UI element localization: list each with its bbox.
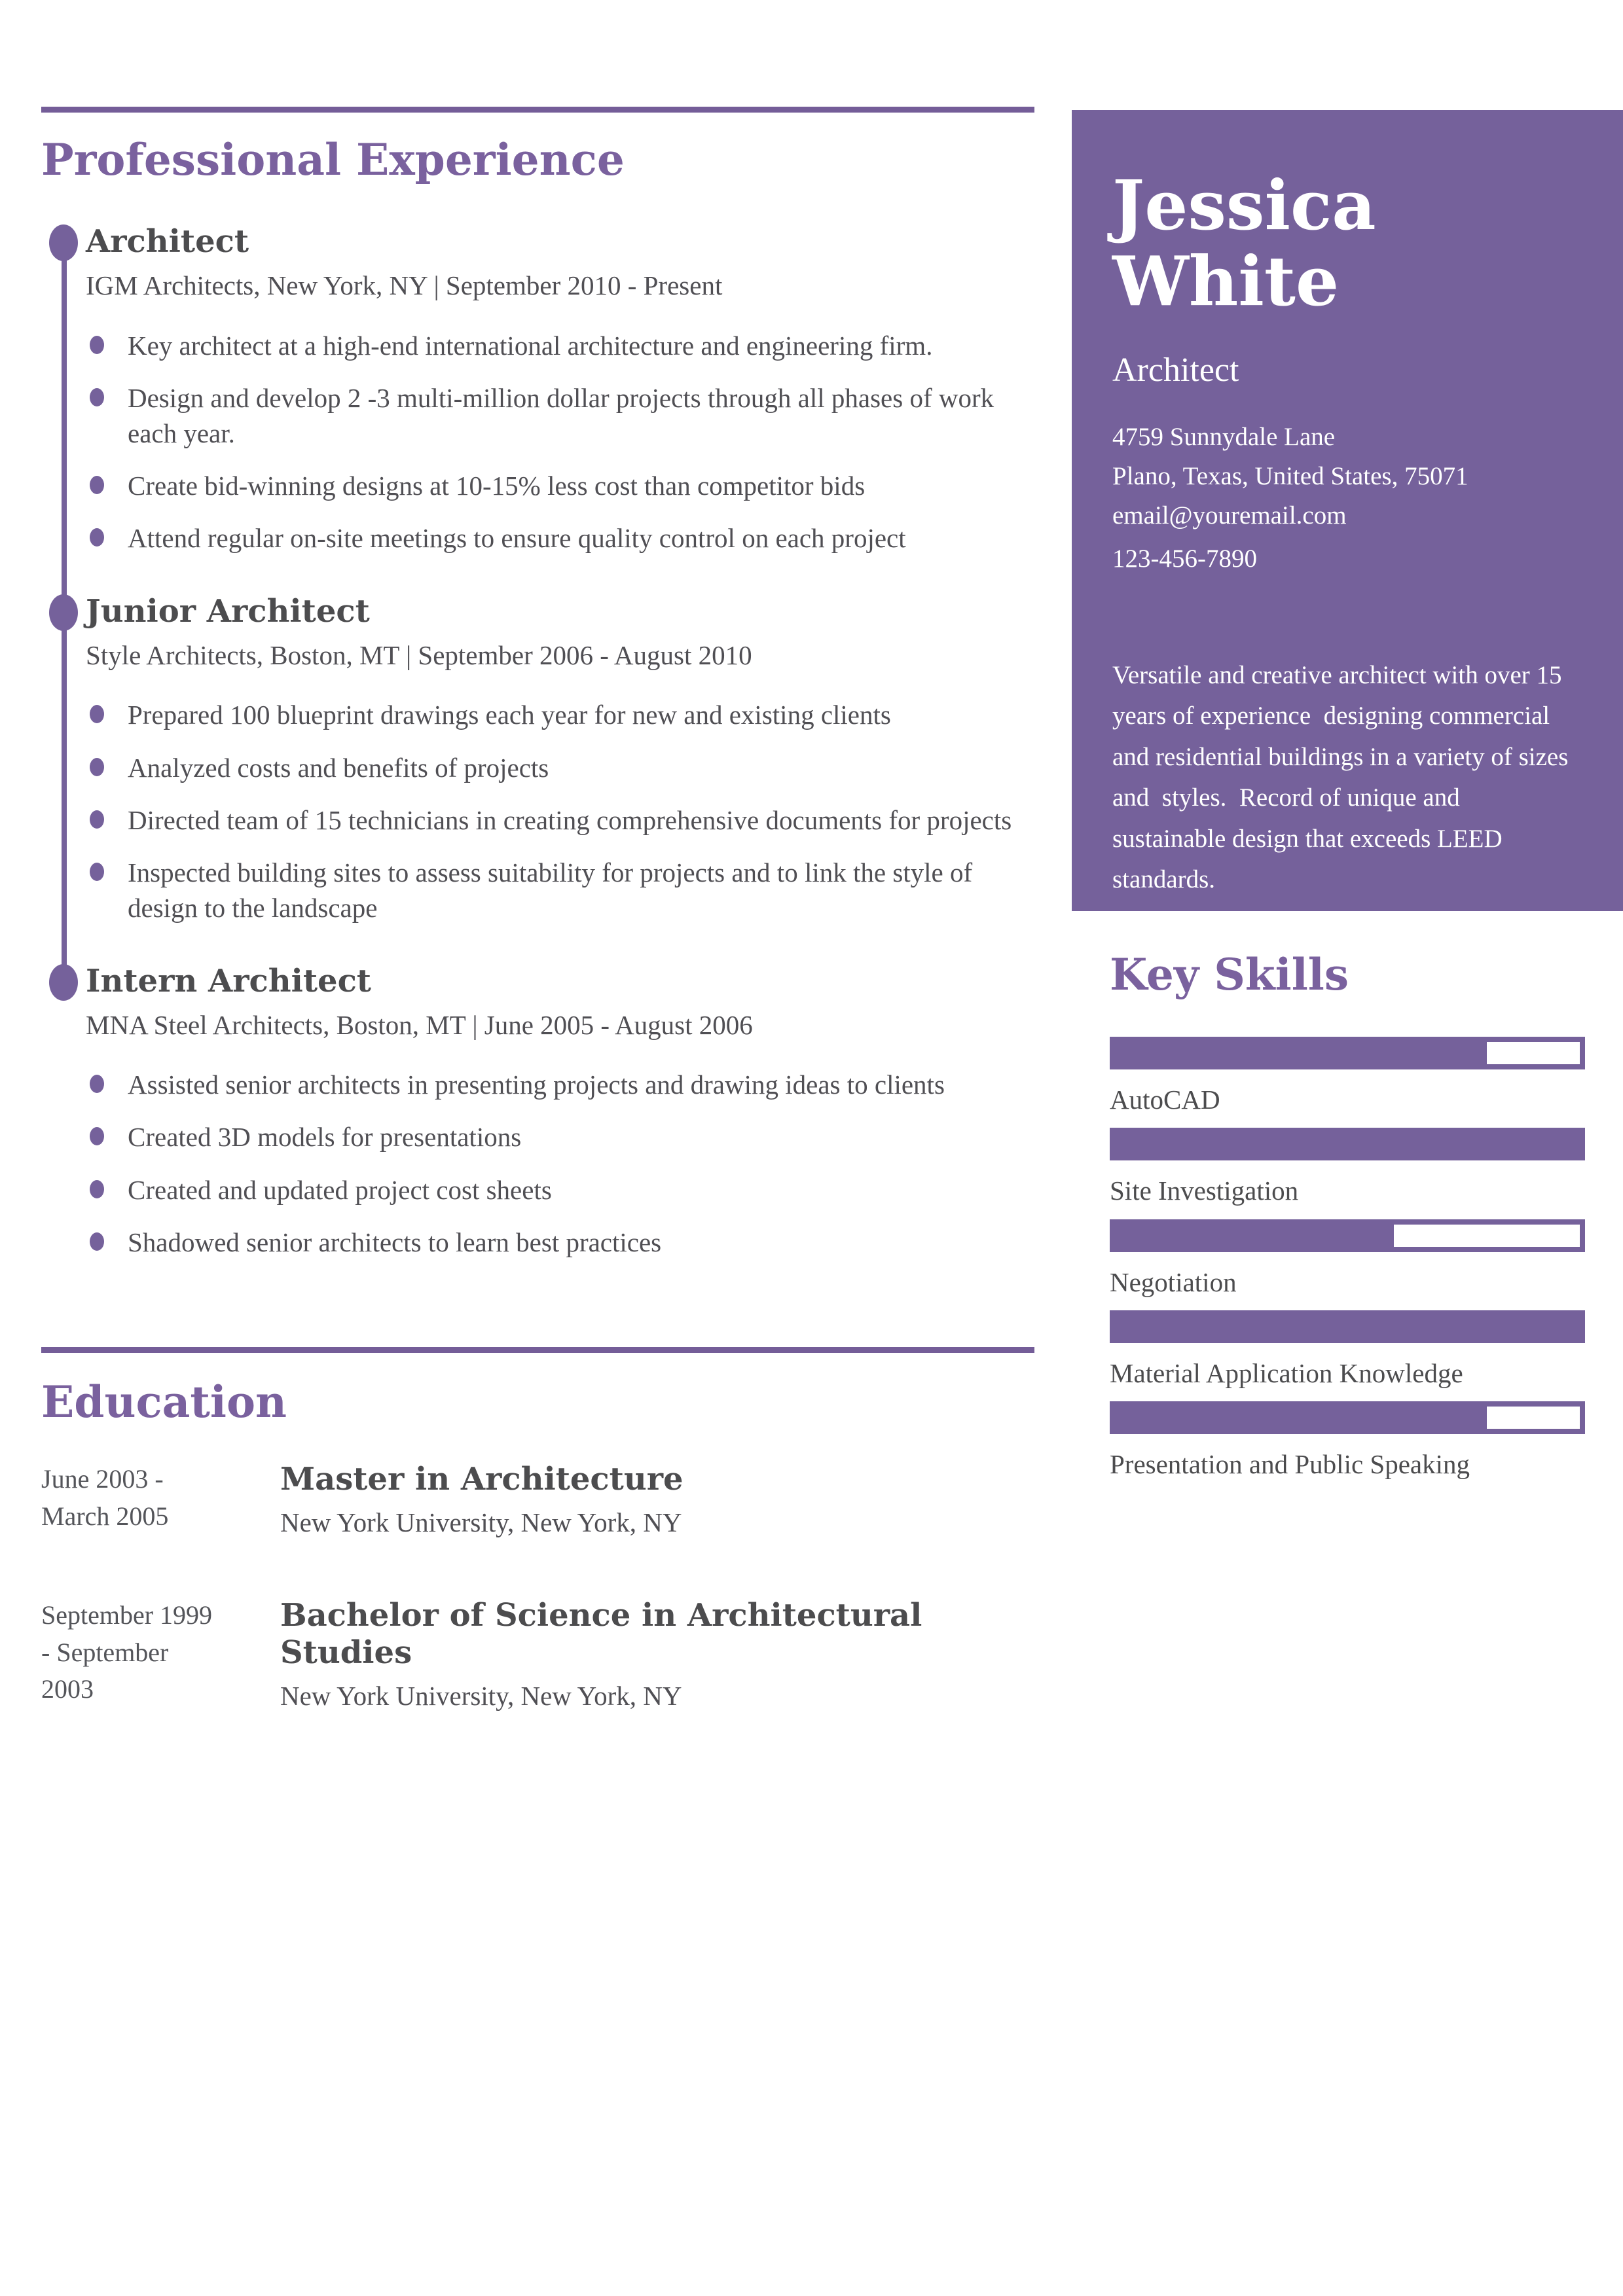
education-degree: Master in Architecture — [280, 1461, 684, 1498]
skill-label: Material Application Knowledge — [1110, 1358, 1463, 1389]
experience-section-title: Professional Experience — [41, 134, 625, 185]
job-bullet: Prepared 100 blueprint drawings each year for new and existing clients — [86, 697, 1015, 732]
skill-label: Site Investigation — [1110, 1175, 1299, 1206]
skill-label: Negotiation — [1110, 1266, 1237, 1297]
education-detail — [280, 1461, 684, 1538]
skill-progress-bar — [1110, 1128, 1585, 1160]
profile-summary: Versatile and creative architect with over 15 years of experience designing commercial and residential buildings in a variety of sizes and styles. Record of unique and sustainable design that exceeds LEED standards. — [1112, 660, 1575, 893]
education-entry — [41, 1597, 1034, 1712]
skills-section-title: Key Skills — [1110, 949, 1349, 1000]
job-bullet: Inspected building sites to assess suitability for projects and to link the style of design to the landscape — [86, 855, 1015, 925]
top-divider — [41, 107, 1034, 113]
person-first-name: Jessica — [1112, 165, 1376, 245]
education-school: New York University, New York, NY — [280, 1680, 682, 1711]
job-bullet: Shadowed senior architects to learn best practices — [86, 1225, 1015, 1260]
skill-item — [1110, 1310, 1585, 1391]
education-section-title: Education — [41, 1376, 287, 1427]
job-bullet-list — [86, 697, 1034, 925]
contact-line: Plano, Texas, United States, 75071 — [1112, 462, 1468, 491]
education-section — [41, 1347, 1034, 1770]
timeline-node — [49, 224, 78, 261]
skill-progress-bar — [1110, 1037, 1585, 1069]
contact-block — [1112, 421, 1577, 575]
education-divider — [41, 1347, 1034, 1353]
contact-line: 4759 Sunnydale Lane — [1112, 423, 1336, 452]
job-bullet: Key architect at a high-end international architecture and engineering firm. — [86, 328, 1015, 363]
education-dates: September 1999 - September 2003 — [41, 1600, 213, 1704]
job-meta: IGM Architects, New York, NY | September 2010 - Present — [86, 270, 723, 301]
job-title: Junior Architect — [86, 593, 370, 630]
skill-progress-fill — [1115, 1407, 1487, 1429]
job-entry — [41, 961, 1034, 1260]
skill-item — [1110, 1037, 1585, 1117]
person-last-name: White — [1112, 241, 1340, 322]
job-bullet-list — [86, 1067, 1034, 1259]
job-bullet: Created and updated project cost sheets — [86, 1172, 1015, 1208]
skill-list — [1110, 1037, 1585, 1482]
job-bullet: Assisted senior architects in presenting projects and drawing ideas to clients — [86, 1067, 1015, 1102]
education-entries — [41, 1461, 1034, 1712]
skill-label: AutoCAD — [1110, 1085, 1220, 1115]
skill-item — [1110, 1128, 1585, 1208]
skill-progress-fill — [1115, 1042, 1487, 1064]
contact-line: email@youremail.com — [1112, 501, 1347, 530]
job-bullet-list — [86, 328, 1034, 556]
education-detail — [280, 1597, 1034, 1712]
experience-timeline — [41, 222, 1034, 1260]
job-title: Architect — [86, 223, 249, 260]
experience-section — [41, 134, 1034, 1296]
contact-line: 123-456-7890 — [1112, 545, 1257, 573]
skill-item — [1110, 1219, 1585, 1300]
skill-progress-bar — [1110, 1401, 1585, 1434]
education-school: New York University, New York, NY — [280, 1507, 682, 1537]
skill-item — [1110, 1401, 1585, 1482]
job-bullet: Attend regular on-site meetings to ensure quality control on each project — [86, 520, 1015, 556]
job-meta: MNA Steel Architects, Boston, MT | June 2005 - August 2006 — [86, 1009, 753, 1040]
job-title: Intern Architect — [86, 962, 371, 999]
skill-progress-fill — [1115, 1225, 1394, 1247]
profile-sidebar — [1072, 110, 1623, 911]
job-entry — [41, 222, 1034, 556]
job-bullet: Directed team of 15 technicians in creating comprehensive documents for projects — [86, 802, 1015, 838]
skill-progress-fill — [1115, 1133, 1580, 1155]
education-entry — [41, 1461, 1034, 1538]
education-dates: June 2003 - March 2005 — [41, 1464, 169, 1531]
timeline-node — [49, 964, 78, 1001]
job-entry — [41, 592, 1034, 925]
person-name — [1112, 165, 1577, 322]
job-bullet: Created 3D models for presentations — [86, 1119, 1015, 1155]
skill-progress-bar — [1110, 1310, 1585, 1343]
timeline-node — [49, 594, 78, 631]
skill-progress-bar — [1110, 1219, 1585, 1252]
person-role: Architect — [1112, 351, 1239, 389]
skill-label: Presentation and Public Speaking — [1110, 1449, 1470, 1480]
job-bullet: Create bid-winning designs at 10-15% less cost than competitor bids — [86, 468, 1015, 503]
skills-section — [1110, 949, 1585, 1493]
job-bullet: Analyzed costs and benefits of projects — [86, 750, 1015, 785]
job-bullet: Design and develop 2 -3 multi-million dollar projects through all phases of work each year. — [86, 380, 1015, 451]
skill-progress-fill — [1115, 1316, 1580, 1338]
education-degree: Bachelor of Science in Architectural Studies — [280, 1596, 922, 1672]
job-meta: Style Architects, Boston, MT | September 2006 - August 2010 — [86, 640, 752, 671]
